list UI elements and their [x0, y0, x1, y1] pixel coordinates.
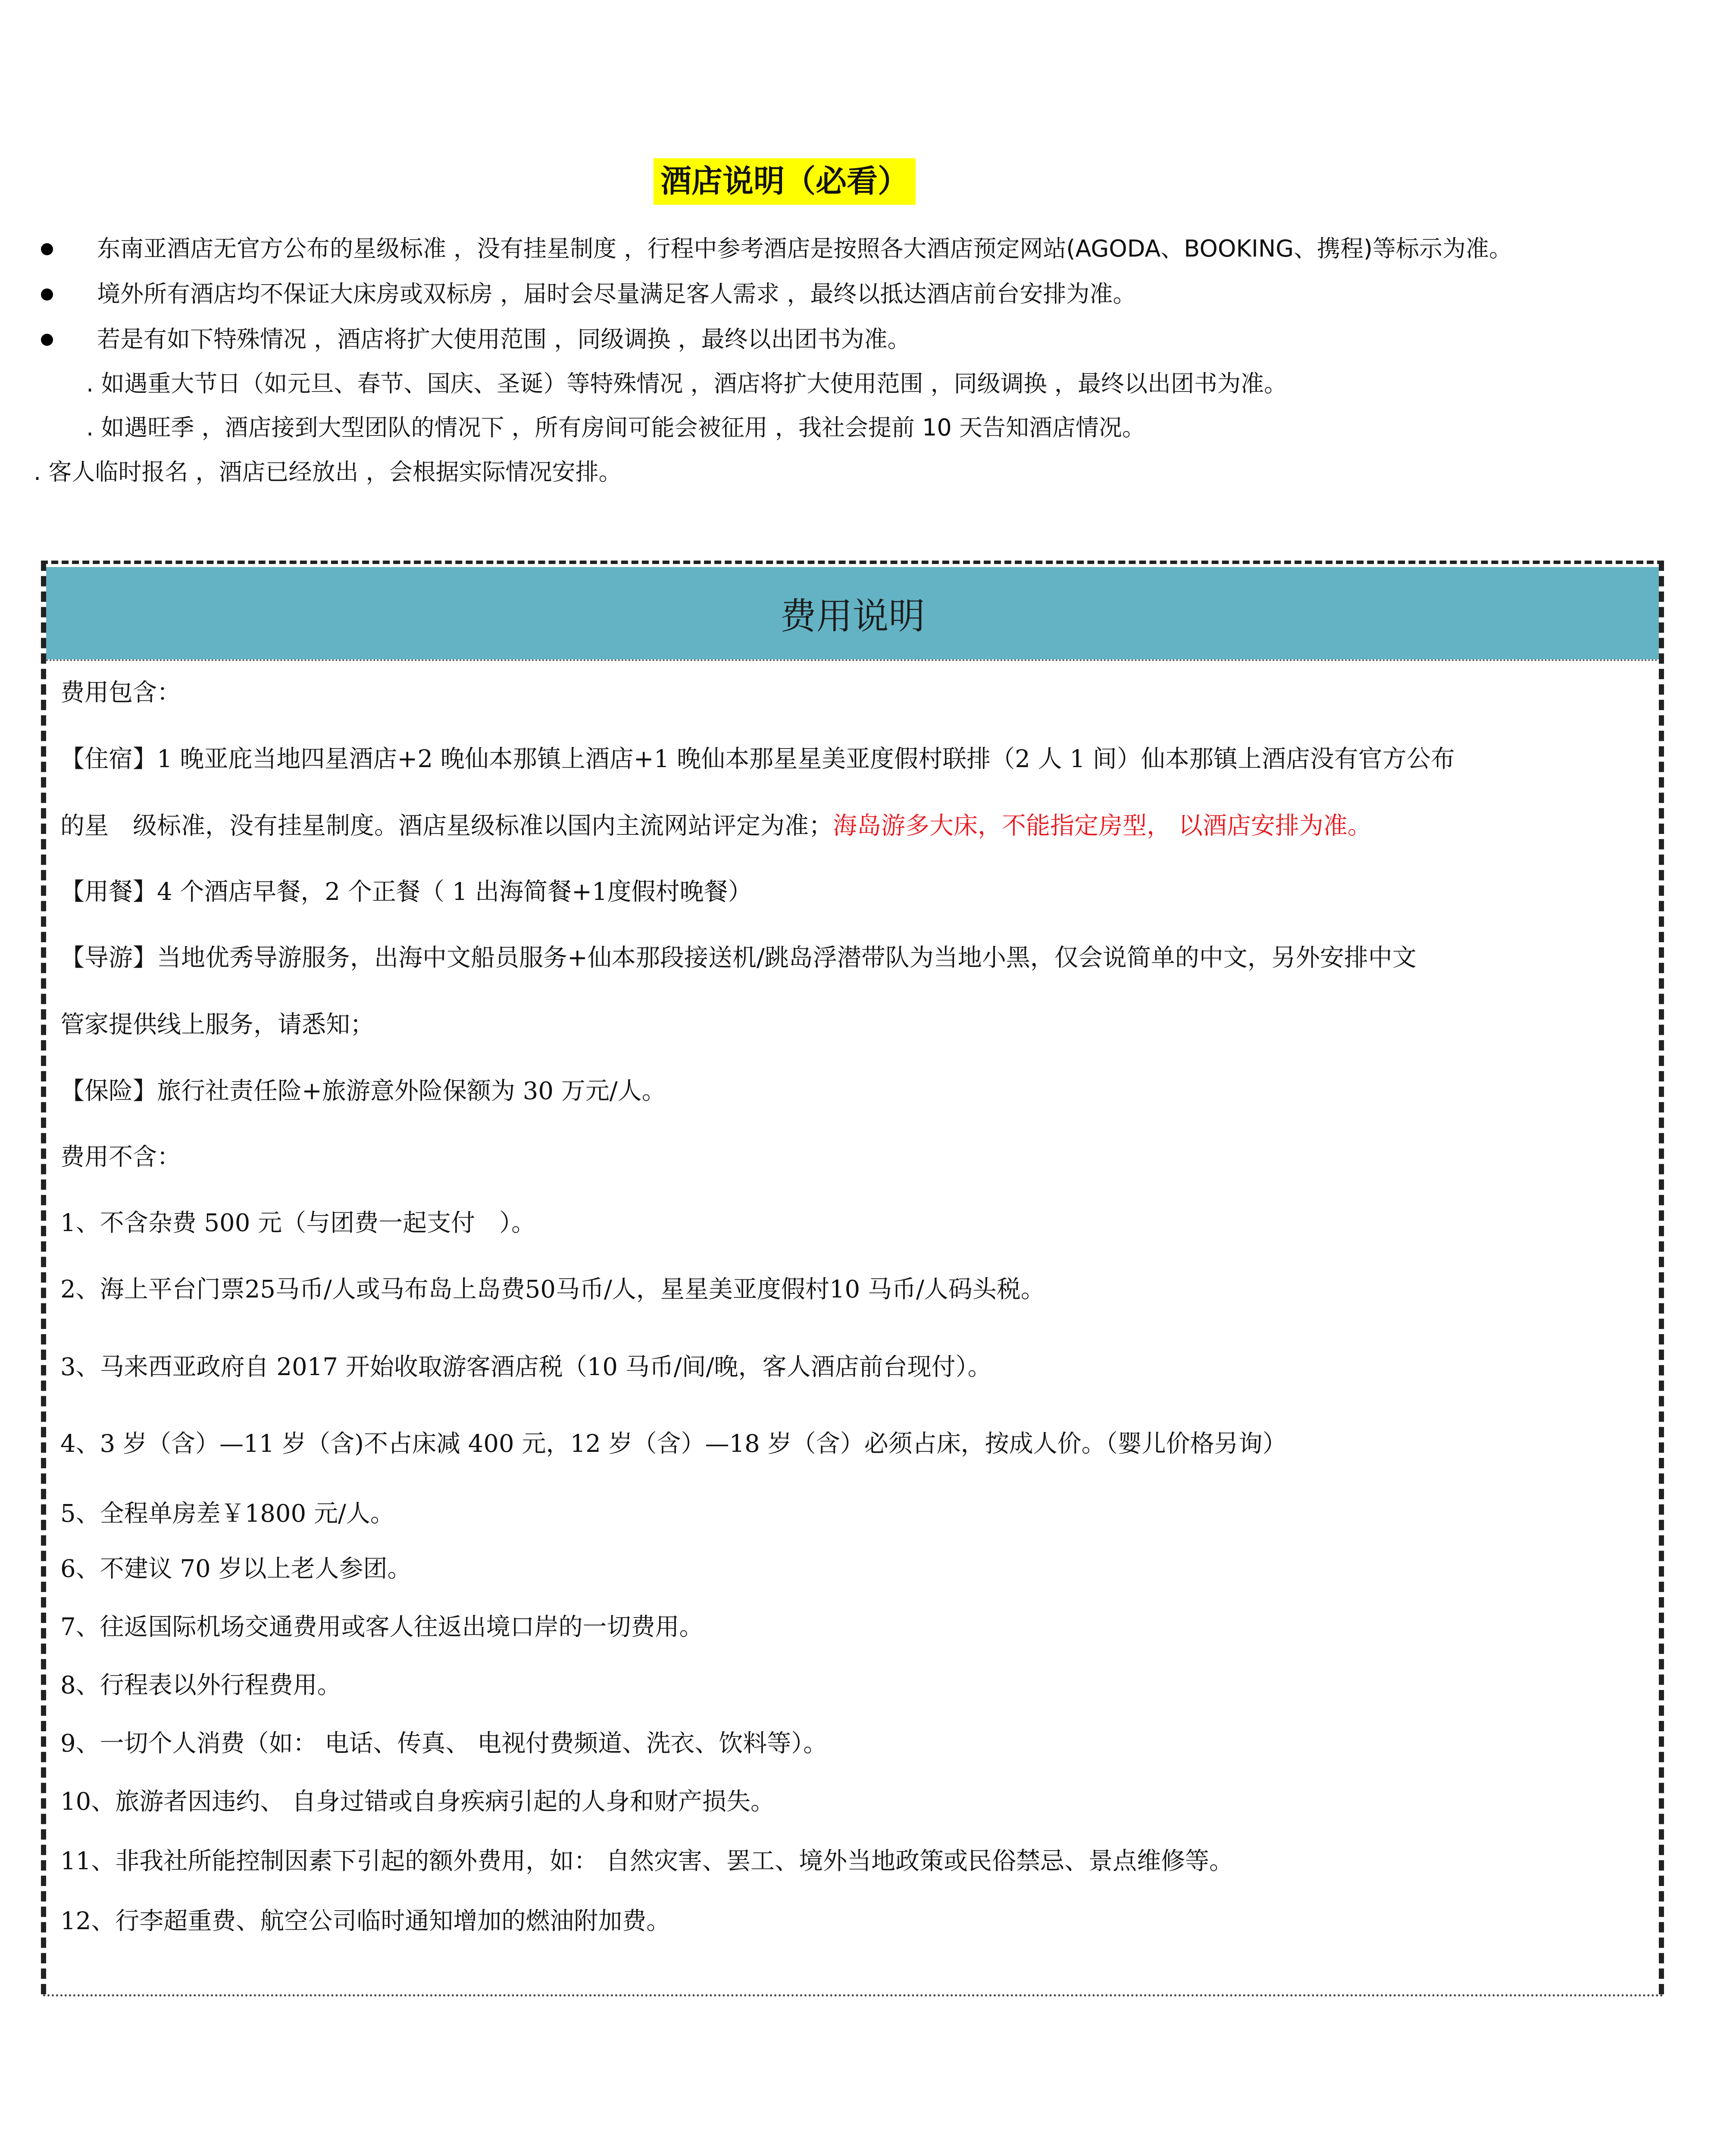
fee-meals: 【用餐】4 个酒店早餐，2 个正餐（ 1 出海简餐+1度假村晚餐） — [60, 878, 752, 906]
fee-excluded-item: 8、行程表以外行程费用。 — [60, 1671, 341, 1699]
fee-header-divider — [46, 659, 1659, 661]
fee-accommodation-warning: 海岛游多大床，不能指定房型， 以酒店安排为准。 — [833, 812, 1372, 840]
fee-excluded-item: 7、往返国际机场交通费用或客人往返出境口岸的一切费用。 — [60, 1613, 704, 1641]
fee-section-bottom-border — [43, 1994, 1664, 1996]
fee-excluded-item: 10、旅游者因违约、 自身过错或自身疾病引起的人身和财产损失。 — [60, 1788, 775, 1816]
fee-excluded-item: 11、非我社所能控制因素下引起的额外费用，如： 自然灾害、罢工、境外当地政策或民俗禁忌、景点维修等。 — [60, 1847, 1234, 1875]
hotel-bullet-2: 境外所有酒店均不保证大床房或双标房 ，届时会尽量满足客人需求 ，最终以抵达酒店前台安排为准。 — [97, 280, 1136, 307]
fee-excluded-item: 6、不建议 70 岁以上老人参团。 — [60, 1555, 412, 1583]
fee-accommodation-line-1: 【住宿】1 晚亚庇当地四星酒店+2 晚仙本那镇上酒店+1 晚仙本那星星美亚度假村联排（2 人 1 间）仙本那镇上酒店没有官方公布 — [60, 745, 1455, 773]
bullet-icon — [41, 334, 53, 346]
hotel-bullet-1: 东南亚酒店无官方公布的星级标准 ，没有挂星制度 ，行程中参考酒店是按照各大酒店预定网站(AGODA、BOOKING、携程)等标示为准。 — [97, 235, 1513, 262]
fee-excluded-item: 4、3 岁（含）—11 岁（含)不占床减 400 元，12 岁（含）—18 岁（含）必须占床，按成人价。（婴儿价格另询） — [60, 1430, 1287, 1458]
hotel-sub-item-1: . 如遇重大节日（如元旦、春节、国庆、圣诞）等特殊情况 ，酒店将扩大使用范围 ，同级调换 ，最终以出团书为准。 — [86, 370, 1287, 397]
fee-guide-line-1: 【导游】当地优秀导游服务，出海中文船员服务+仙本那段接送机/跳岛浮潜带队为当地小黑，仅会说简单的中文，另外安排中文 — [60, 944, 1417, 972]
fee-guide-line-2: 管家提供线上服务，请悉知； — [60, 1011, 374, 1039]
hotel-section-title-wrap — [647, 156, 923, 207]
fee-excluded-item: 9、一切个人消费（如： 电话、传真、 电视付费频道、洗衣、饮料等）。 — [60, 1730, 828, 1758]
hotel-note: . 客人临时报名 ，酒店已经放出 ，会根据实际情况安排。 — [34, 458, 622, 486]
hotel-section-title: 酒店说明（必看） — [654, 158, 916, 204]
hotel-bullet-3: 若是有如下特殊情况 ，酒店将扩大使用范围 ，同级调换 ，最终以出团书为准。 — [97, 326, 911, 353]
bullet-icon — [41, 288, 53, 301]
fee-insurance: 【保险】旅行社责任险+旅游意外险保额为 30 万元/人。 — [60, 1077, 666, 1105]
fee-accommodation-line-2 — [60, 812, 1372, 840]
fee-excluded-item: 5、全程单房差￥1800 元/人。 — [60, 1500, 394, 1528]
fee-included-label: 费用包含： — [60, 679, 181, 707]
fee-excluded-item: 3、马来西亚政府自 2017 开始收取游客酒店税（10 马币/间/晚，客人酒店前台现付）。 — [60, 1353, 992, 1381]
bullet-icon — [41, 243, 53, 255]
fee-excluded-item: 12、行李超重费、航空公司临时通知增加的燃油附加费。 — [60, 1907, 671, 1935]
fee-excluded-item: 2、海上平台门票25马币/人或马布岛上岛费50马币/人，星星美亚度假村10 马币/人码头税。 — [60, 1275, 1045, 1304]
hotel-sub-item-2: . 如遇旺季 ，酒店接到大型团队的情况下 ，所有房间可能会被征用 ，我社会提前 10 天告知酒店情况。 — [86, 414, 1145, 441]
fee-excluded-label: 费用不含： — [60, 1143, 181, 1171]
fee-accommodation-text: 的星 级标准，没有挂星制度。酒店星级标准以国内主流网站评定为准； — [60, 812, 833, 840]
fee-section-header: 费用说明 — [46, 567, 1659, 659]
fee-excluded-item: 1、不含杂费 500 元（与团费一起支付 ）。 — [60, 1209, 536, 1237]
